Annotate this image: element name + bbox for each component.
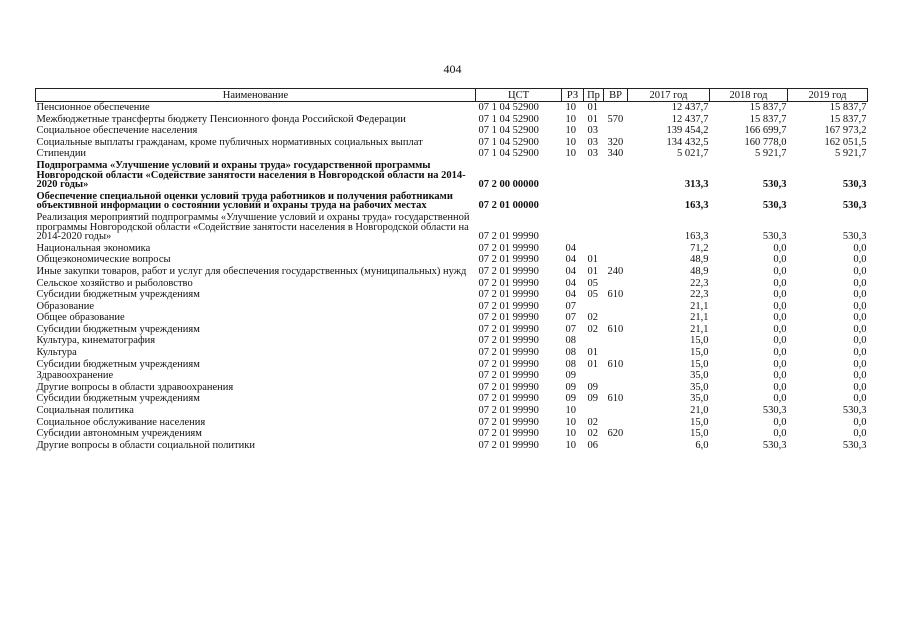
cell-rz: 09 [565,370,576,382]
cell-pr: 09 [587,393,598,405]
table-row [36,428,868,440]
cell-2017: 134 432,5 [666,136,709,148]
cell-cst: 07 2 01 99990 [478,289,539,301]
cell-name: Общеэкономические вопросы [36,254,171,266]
cell-2018: 0,0 [773,381,787,393]
cell-2019: 162 051,5 [824,136,867,148]
header-2018: 2018 год [710,89,788,102]
cell-cst: 07 2 01 99990 [478,242,539,254]
cell-2017: 48,9 [690,265,709,277]
cell-name: Субсидии бюджетным учреждениям [36,289,200,301]
cell-name: Здравоохранение [36,370,114,382]
cell-vr [604,191,628,212]
cell-rz: 07 [565,312,576,324]
cell-vr [604,301,628,313]
cell-2017: 15,0 [690,347,709,359]
cell-vr [604,370,628,382]
cell-cst: 07 1 04 52900 [478,125,539,137]
cell-pr: 05 [587,277,598,289]
table-row [36,405,868,417]
cell-2018: 0,0 [773,358,787,370]
cell-name: Национальная экономика [36,242,151,254]
cell-cst: 07 2 01 00000 [478,200,539,212]
cell-cst: 07 2 01 99990 [478,347,539,359]
cell-2019: 0,0 [853,312,867,324]
table-row [36,148,868,160]
cell-cst: 07 2 01 99990 [478,254,539,266]
cell-rz [562,212,584,243]
cell-vr [604,254,628,266]
cell-pr [584,160,604,191]
table-row [36,191,868,212]
cell-2019: 0,0 [853,277,867,289]
cell-vr: 240 [607,265,624,277]
cell-vr [604,102,628,114]
cell-name: Социальные выплаты гражданам, кроме публичных нормативных социальных выплат [36,136,423,148]
cell-vr: 610 [607,393,624,405]
cell-name: Реализация мероприятий подпрограммы «Улучшение условий и охраны труда» государственной программы Новгородской области «Содействие занятости населения в Новгородской области на 2014-2020 годы» [36,211,470,243]
cell-2018: 0,0 [773,416,787,428]
cell-name: Субсидии бюджетным учреждениям [36,323,200,335]
cell-vr [604,278,628,290]
cell-pr: 01 [587,254,598,266]
table-row [36,301,868,313]
cell-rz [562,191,584,212]
table-row [36,335,868,347]
cell-cst: 07 2 01 99990 [478,439,539,451]
cell-2019: 0,0 [853,358,867,370]
table-row [36,266,868,278]
cell-rz: 07 [565,323,576,335]
table-row [36,359,868,371]
cell-name: Культура, кинематография [36,335,156,347]
cell-vr [604,212,628,243]
cell-rz: 10 [565,416,576,428]
cell-2019: 0,0 [853,416,867,428]
cell-pr [584,191,604,212]
cell-pr [584,370,604,382]
cell-2017: 21,1 [690,300,709,312]
cell-cst: 07 2 01 99990 [478,381,539,393]
cell-pr [584,405,604,417]
cell-rz: 10 [565,125,576,137]
cell-vr: 610 [607,358,624,370]
cell-name: Субсидии бюджетным учреждениям [36,358,200,370]
cell-vr [604,382,628,394]
cell-cst: 07 2 01 99990 [478,277,539,289]
cell-2018: 0,0 [773,347,787,359]
cell-rz: 04 [565,289,576,301]
cell-2017: 71,2 [690,242,709,254]
cell-2018: 5 921,7 [755,148,787,160]
cell-2019: 0,0 [853,428,867,440]
cell-2019: 15 837,7 [829,102,867,113]
table-row [36,160,868,191]
header-2017: 2017 год [628,89,710,102]
cell-2017: 139 454,2 [666,125,709,137]
cell-pr: 02 [587,428,598,440]
table-row [36,254,868,266]
cell-2017: 12 437,7 [671,102,709,113]
cell-rz: 08 [565,335,576,347]
header-vr: ВР [604,89,628,102]
cell-2018: 530,3 [762,405,787,417]
table-row [36,382,868,394]
table-row [36,347,868,359]
cell-cst: 07 2 01 99990 [478,231,539,243]
cell-vr: 620 [607,428,624,440]
cell-2018: 0,0 [773,254,787,266]
cell-cst: 07 1 04 52900 [478,113,539,125]
cell-2019: 530,3 [842,231,867,243]
table-row [36,324,868,336]
cell-2017: 5 021,7 [677,148,709,160]
header-cst: ЦСТ [476,89,562,102]
cell-rz: 10 [565,439,576,451]
table-row [36,102,868,114]
cell-2019: 0,0 [853,300,867,312]
cell-2019: 0,0 [853,323,867,335]
table-header-row [36,89,868,102]
cell-2019: 530,3 [842,200,867,212]
cell-2017: 12 437,7 [671,113,709,125]
table-body [36,102,868,452]
header-2019: 2019 год [788,89,868,102]
cell-name: Субсидии бюджетным учреждениям [36,393,200,405]
cell-pr: 01 [587,265,598,277]
cell-vr [604,335,628,347]
cell-2019: 0,0 [853,242,867,254]
cell-rz: 10 [565,405,576,417]
cell-cst: 07 1 04 52900 [478,136,539,148]
cell-name: Социальная политика [36,405,134,417]
cell-vr [604,405,628,417]
cell-name: Культура [36,347,77,359]
cell-name: Общее образование [36,312,125,324]
cell-name: Иные закупки товаров, работ и услуг для обеспечения государственных (муниципальных) нужд [36,265,467,277]
cell-2019: 15 837,7 [829,113,867,125]
page-number: 404 [443,62,462,76]
cell-vr [604,243,628,255]
cell-cst: 07 2 01 99990 [478,393,539,405]
cell-name: Социальное обеспечение населения [36,125,198,137]
cell-rz [562,160,584,191]
cell-cst: 07 2 01 99990 [478,416,539,428]
cell-2017: 6,0 [695,439,709,451]
cell-vr [604,160,628,191]
cell-2018: 15 837,7 [749,102,787,113]
table-row [36,393,868,405]
cell-2017: 21,1 [690,323,709,335]
cell-rz: 10 [565,136,576,148]
cell-rz: 04 [565,242,576,254]
table-row [36,312,868,324]
cell-2018: 0,0 [773,323,787,335]
cell-2019: 0,0 [853,370,867,382]
cell-2017: 35,0 [690,393,709,405]
cell-pr: 05 [587,289,598,301]
table-row [36,243,868,255]
table-row [36,212,868,243]
cell-name: Межбюджетные трансферты бюджету Пенсионного фонда Российской Федерации [36,113,406,125]
cell-pr: 01 [587,113,598,125]
cell-2017: 15,0 [690,358,709,370]
cell-vr [604,440,628,452]
cell-pr: 06 [587,439,598,451]
cell-2017: 35,0 [690,370,709,382]
cell-2017: 35,0 [690,381,709,393]
cell-rz: 10 [565,102,576,113]
cell-rz: 08 [565,358,576,370]
cell-rz: 04 [565,277,576,289]
cell-cst: 07 2 01 99990 [478,323,539,335]
cell-2019: 530,3 [842,405,867,417]
cell-name: Другие вопросы в области здравоохранения [36,381,234,393]
cell-rz: 07 [565,300,576,312]
cell-vr [604,347,628,359]
cell-pr: 01 [587,358,598,370]
cell-2018: 0,0 [773,393,787,405]
cell-2017: 15,0 [690,416,709,428]
cell-pr: 03 [587,136,598,148]
cell-rz: 10 [565,428,576,440]
cell-name: Образование [36,300,95,312]
cell-2018: 166 699,7 [744,125,787,137]
cell-cst: 07 2 01 99990 [478,335,539,347]
budget-table [35,88,868,451]
header-rz: РЗ [562,89,584,102]
cell-2017: 163,3 [684,200,709,212]
cell-2018: 530,3 [762,439,787,451]
cell-name: Сельское хозяйство и рыболовство [36,277,193,289]
table-row [36,417,868,429]
cell-2017: 48,9 [690,254,709,266]
cell-pr: 01 [587,102,598,113]
cell-pr: 01 [587,347,598,359]
cell-rz: 09 [565,393,576,405]
cell-cst: 07 1 04 52900 [478,102,539,113]
cell-vr: 610 [607,323,624,335]
table-row [36,370,868,382]
cell-pr [584,301,604,313]
cell-pr: 03 [587,148,598,160]
cell-vr [604,417,628,429]
cell-name: Субсидии автономным учреждениям [36,428,202,440]
header-name: Наименование [36,89,476,102]
cell-2018: 0,0 [773,370,787,382]
cell-2019: 0,0 [853,254,867,266]
cell-2017: 21,0 [690,405,709,417]
cell-2019: 530,3 [842,439,867,451]
cell-pr: 02 [587,312,598,324]
cell-cst: 07 2 01 99990 [478,358,539,370]
cell-pr [584,335,604,347]
cell-cst: 07 2 01 99990 [478,265,539,277]
table-row [36,440,868,452]
cell-rz: 04 [565,265,576,277]
cell-2018: 530,3 [762,179,787,191]
cell-cst: 07 2 01 99990 [478,312,539,324]
cell-2018: 0,0 [773,312,787,324]
cell-pr: 09 [587,381,598,393]
cell-2019: 0,0 [853,335,867,347]
cell-pr [584,212,604,243]
cell-vr [604,312,628,324]
cell-pr: 02 [587,416,598,428]
cell-2017: 15,0 [690,335,709,347]
cell-2019: 0,0 [853,265,867,277]
cell-vr: 610 [607,289,624,301]
cell-2017: 313,3 [684,179,709,191]
cell-rz: 09 [565,381,576,393]
table-row [36,137,868,149]
table-row [36,278,868,290]
header-pr: Пр [584,89,604,102]
cell-vr: 340 [607,148,624,160]
cell-pr: 02 [587,323,598,335]
cell-2018: 0,0 [773,300,787,312]
cell-name: Пенсионное обеспечение [36,102,150,113]
cell-2018: 0,0 [773,277,787,289]
cell-cst: 07 2 01 99990 [478,300,539,312]
cell-name: Подпрограмма «Улучшение условий и охраны труда» государственной программы Новгородской области «Содействие занятости населения в Новгородской области на 2014-2020 годы» [36,159,466,191]
cell-2018: 15 837,7 [749,113,787,125]
cell-2018: 530,3 [762,200,787,212]
cell-2019: 530,3 [842,179,867,191]
cell-2019: 0,0 [853,381,867,393]
cell-vr: 570 [607,113,624,125]
cell-name: Обеспечение специальной оценки условий труда работников и получения работниками объективной информации о состоянии условий и охраны труда на рабочих местах [36,190,453,212]
cell-cst: 07 2 00 00000 [478,179,539,191]
cell-cst: 07 2 01 99990 [478,405,539,417]
cell-vr: 320 [607,136,624,148]
cell-2019: 5 921,7 [835,148,867,160]
cell-rz: 04 [565,254,576,266]
cell-2019: 167 973,2 [824,125,867,137]
cell-cst: 07 2 01 99990 [478,370,539,382]
cell-2018: 160 778,0 [744,136,787,148]
cell-2017: 21,1 [690,312,709,324]
cell-2019: 0,0 [853,347,867,359]
cell-name: Социальное обслуживание населения [36,416,206,428]
table-row [36,125,868,137]
cell-2017: 163,3 [684,231,709,243]
cell-name: Другие вопросы в области социальной политики [36,439,255,451]
cell-cst: 07 2 01 99990 [478,428,539,440]
cell-vr [604,125,628,137]
cell-2017: 15,0 [690,428,709,440]
cell-2017: 22,3 [690,277,709,289]
cell-pr: 03 [587,125,598,137]
cell-2018: 0,0 [773,335,787,347]
cell-pr [584,243,604,255]
cell-2018: 0,0 [773,289,787,301]
cell-rz: 08 [565,347,576,359]
cell-2018: 530,3 [762,231,787,243]
cell-name: Стипендии [36,148,87,160]
cell-2019: 0,0 [853,393,867,405]
cell-2017: 22,3 [690,289,709,301]
cell-2018: 0,0 [773,428,787,440]
cell-rz: 10 [565,148,576,160]
cell-2018: 0,0 [773,242,787,254]
table-row [36,289,868,301]
cell-2019: 0,0 [853,289,867,301]
cell-2018: 0,0 [773,265,787,277]
cell-cst: 07 1 04 52900 [478,148,539,160]
cell-rz: 10 [565,113,576,125]
table-row [36,114,868,126]
